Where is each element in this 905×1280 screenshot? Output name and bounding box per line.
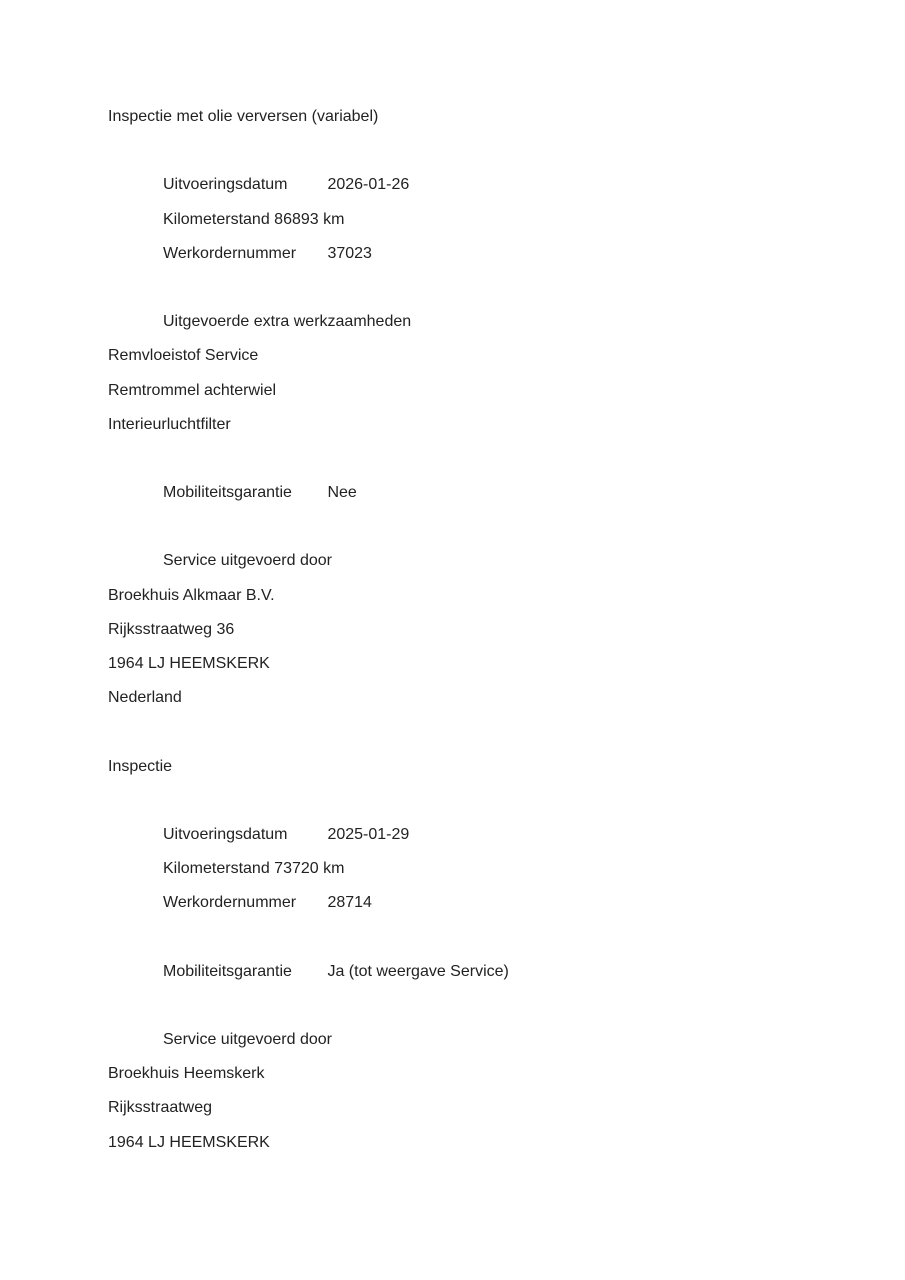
extra-work-item: Interieurluchtfilter bbox=[108, 415, 231, 433]
service-by-city: 1964 LJ HEEMSKERK bbox=[108, 655, 270, 672]
blank-line bbox=[108, 271, 865, 305]
mobility-row bbox=[108, 476, 865, 510]
mobility-label: Mobiliteitsgarantie bbox=[163, 962, 292, 980]
service-by-header: Service uitgevoerd door bbox=[163, 552, 332, 570]
extra-work-item: Remtrommel achterwiel bbox=[108, 381, 277, 399]
execution-date-row bbox=[108, 818, 865, 852]
blank-line bbox=[108, 715, 865, 749]
work-order-value: 37023 bbox=[327, 244, 372, 262]
blank-line bbox=[108, 442, 865, 476]
service-by-header: Service uitgevoerd door bbox=[163, 1031, 332, 1049]
service-by-country: Nederland bbox=[108, 689, 182, 707]
execution-date-label: Uitvoeringsdatum bbox=[163, 176, 288, 194]
service-by-name: Broekhuis Alkmaar B.V. bbox=[108, 586, 275, 604]
work-order-value: 28714 bbox=[327, 894, 372, 912]
extra-work-header: Uitgevoerde extra werkzaamheden bbox=[163, 313, 412, 331]
mobility-value: Nee bbox=[327, 484, 357, 502]
record-title: Inspectie bbox=[108, 757, 173, 775]
odometer-row: Kilometerstand 73720 km bbox=[163, 860, 345, 878]
execution-date-row bbox=[108, 168, 865, 202]
execution-date-label: Uitvoeringsdatum bbox=[163, 825, 288, 843]
blank-line bbox=[108, 921, 865, 955]
service-by-street: Rijksstraatweg bbox=[108, 1099, 213, 1117]
execution-date-value: 2025-01-29 bbox=[327, 825, 410, 843]
extra-work-item: Remvloeistof Service bbox=[108, 347, 259, 365]
work-order-label: Werkordernummer bbox=[163, 894, 297, 912]
blank-line bbox=[108, 134, 865, 168]
blank-line bbox=[108, 989, 865, 1023]
work-order-row bbox=[108, 237, 865, 271]
odometer-row: Kilometerstand 86893 km bbox=[163, 210, 345, 228]
work-order-label: Werkordernummer bbox=[163, 244, 297, 262]
blank-line bbox=[108, 784, 865, 818]
service-by-name: Broekhuis Heemskerk bbox=[108, 1065, 265, 1083]
work-order-row bbox=[108, 886, 865, 920]
service-record-1 bbox=[108, 100, 865, 750]
execution-date-value: 2026-01-26 bbox=[327, 176, 410, 194]
mobility-value: Ja (tot weergave Service) bbox=[327, 962, 509, 980]
mobility-row bbox=[108, 955, 865, 989]
blank-line bbox=[108, 510, 865, 544]
record-title: Inspectie met olie verversen (variabel) bbox=[108, 108, 379, 125]
mobility-label: Mobiliteitsgarantie bbox=[163, 484, 292, 502]
service-by-city: 1964 LJ HEEMSKERK bbox=[108, 1133, 270, 1151]
service-record-2 bbox=[108, 750, 865, 1160]
service-by-street: Rijksstraatweg 36 bbox=[108, 620, 235, 638]
